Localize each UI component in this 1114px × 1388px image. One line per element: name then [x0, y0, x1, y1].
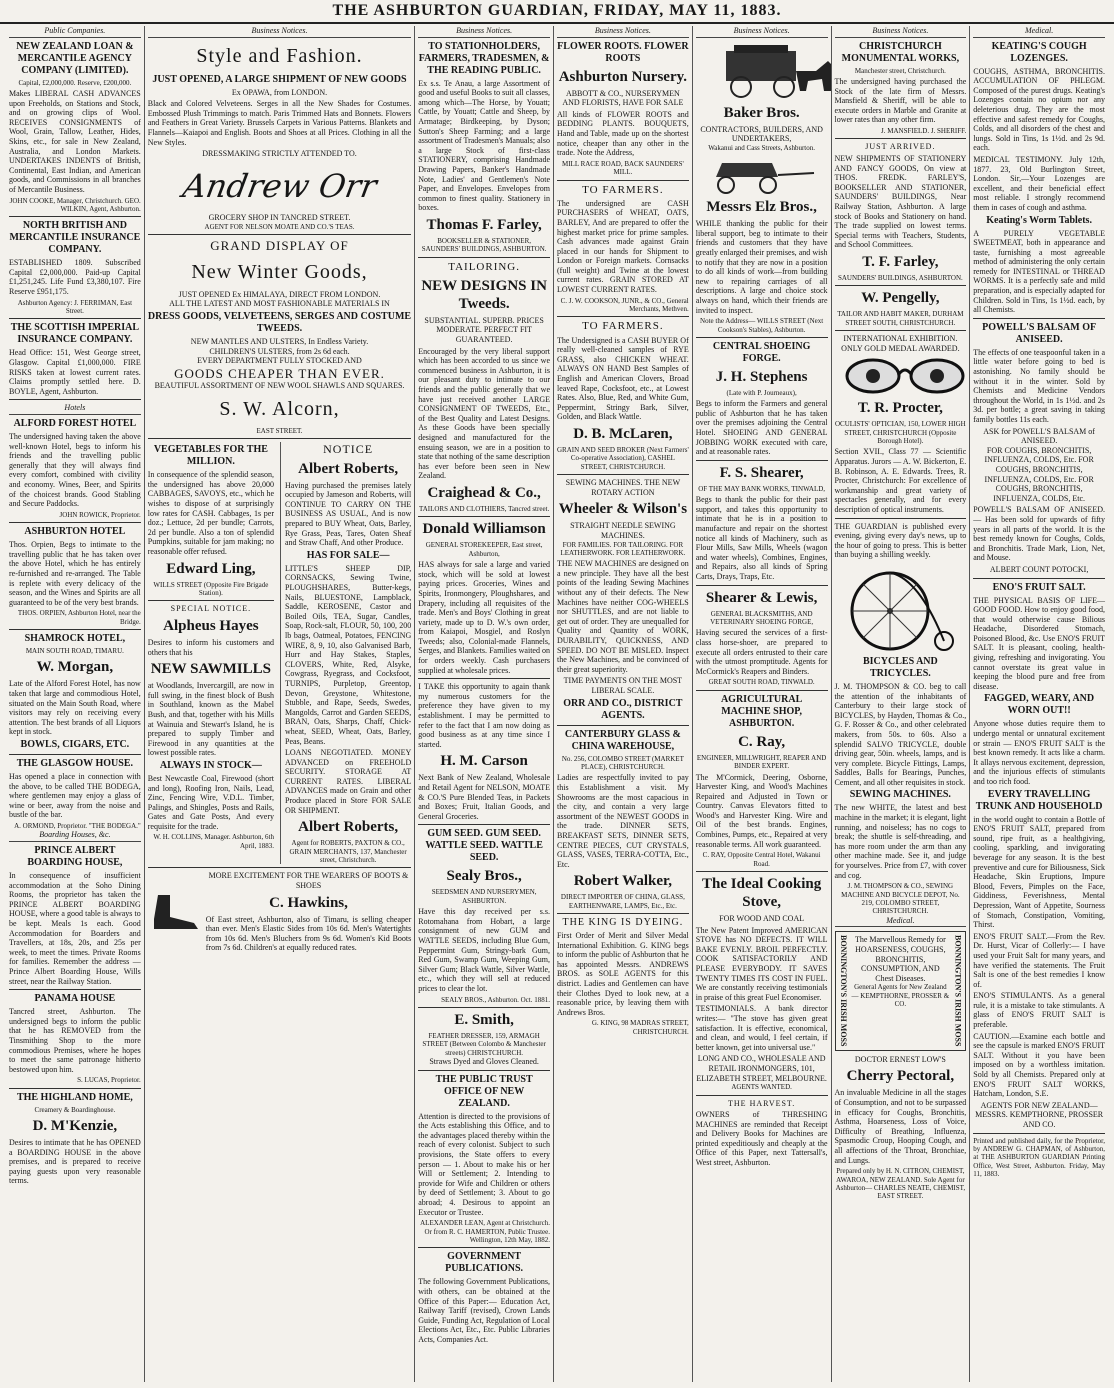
ad-body: In consequence of insufficient accommodation at the Soho Dining Rooms, the proprietor has taken the PRINCE ALBERT BOARDING HOUSE, where a good table is always to be kept. Meals 1s each. Good Accommodation for Boarders and Travellers, at 18s, 20s, and 25s per week, to meet the times. Private Rooms for families. Remember the address — Prince Albert Boarding House, Wills street, near the Railway Station. [9, 871, 141, 986]
ad-body: Desires to inform his customers and others that his [147, 637, 274, 657]
divider [418, 1247, 550, 1248]
ad-line: ASK for POWELL'S BALSAM of ANISEED. [983, 426, 1095, 446]
ad-signature: Ashburton Agency: J. FERRIMAN, East Street. [17, 298, 133, 316]
divider [418, 516, 550, 517]
ad-subtitle: GENERAL STOREKEEPER, East street, Ashburton, [425, 541, 543, 558]
carriage-icon [702, 155, 822, 195]
divider [557, 316, 689, 317]
ad-line: GREAT SOUTH ROAD, TINWALD. [708, 678, 815, 687]
ad-title: THE GLASGOW HOUSE. [16, 758, 133, 770]
ad-title: CHRISTCHURCH MONUMENTAL WORKS, [841, 40, 960, 64]
ad-subtitle: GRAIN AND SEED BROKER (Next Farmers' Co-operative Association), CASHEL STREET, CHRISTCHURCH. [557, 445, 689, 471]
ad-body: POWELL'S BALSAM OF ANISEED. — Has been sold for upwards of fifty years in all parts of the world. It is the best remedy known for Coughs, Colds, and Bronchitis. Trade Mark, Lion, Net, and Mouse. [973, 505, 1105, 563]
column-heading: Public Companies. [9, 26, 141, 38]
ad-subtitle: SEEDSMEN AND NURSERYMEN, ASHBURTON. [431, 888, 537, 905]
ad-body: Section XVII., Class 77 — Scientific Apparatus. Jurors — A. W. Bickerton, E. B. Robinson, A. E. Edwards. Trees, R. Procter, Christchurch: For excellence of workmanship and great variety of spectacles generally, and for every description of optical instruments. [834, 447, 967, 514]
divider [696, 690, 828, 691]
ad-body: An invaluable Medicine in all the stages of Consumption, and not to be surpassed in efficacy for Coughs, Bronchitis, Asthma, Hoarseness, Loss of Voice, Difficulty of Breathing, Influenza, Spasmodic Croup, Hooping Cough, and all affections of the Throat, Bronchiae, and Lungs. [834, 1088, 967, 1165]
ad-body: MEDICAL TESTIMONY. July 12th, 1877. 23, Old Burlington Street, London. Sir,—Your Lozenges are excellent, and their beneficial effect most reliable. I strongly recommend them in cases of cough and asthma. [973, 154, 1105, 212]
ad-title: EVERY TRAVELLING TRUNK AND HOUSEHOLD [975, 788, 1103, 812]
vertical-label: BONNINGTON'S IRISH MOSS [839, 935, 849, 1047]
ad-signature: SEALY BROS., Ashburton. Oct. 1881. [441, 995, 550, 1004]
ad-name: J. H. Stephens [715, 368, 808, 385]
ad-name: Cherry Pectoral, [846, 1068, 955, 1085]
ad-subtitle: TAILOR AND HABIT MAKER, DURHAM STREET SOUTH, CHRISTCHURCH. [837, 310, 964, 327]
ad-name: F. S. Shearer, [719, 464, 804, 481]
ad-title: CANTERBURY GLASS & CHINA WAREHOUSE, [564, 728, 681, 752]
ad-body: Makes LIBERAL CASH ADVANCES upon Freeholds, on Stations and Stock, and on growing clips of Wool. RECEIVES CONSIGNMENTS of Wool, Grain, Tallow, Leather, Hides, Skins, etc., for sale in New Zealand, Australia, and London Markets. UNDERTAKES INDENTS of British, Continental, East Indian, and American goods, and Commissions in all branches of Mercantile Business. [9, 88, 141, 194]
ad-subtitle: DIRECT IMPORTER OF CHINA, GLASS, EARTHENWARE, LAMPS, Etc., Etc. [560, 893, 685, 910]
divider [696, 337, 828, 338]
ad-line: NEW MANTLES AND ULSTERS, In Endless Variety. [190, 336, 369, 346]
ad-name: The Ideal Cooking Stove, [702, 876, 822, 911]
ad-line: DRESSMAKING STRICTLY ATTENDED TO. [202, 149, 357, 159]
ad-body: Late of the Alford Forest Hotel, has now taken that large and commodious Hotel, situated on the Main South Road, where visitors may rely on receiving every attention. The best brands of all Liquors kept in stock. [9, 679, 141, 737]
columns [6, 26, 1108, 1382]
ad-title: Keating's Worm Tablets. [986, 214, 1092, 226]
ad-body: Begs to thank the public for their past support, and takes this opportunity to intimate that he is in a position to manufacture and repair on the shortest notice all kinds of Machinery, such as Flour Mills, Saw Mills, Wheels (wagon and water wheels), Combines, Engines, and Repairs, also all kinds of Spring Carts, Drays, Traps, Etc. [695, 495, 828, 581]
ad-title: ASHBURTON HOTEL [24, 526, 126, 538]
ad-line: ALL THE LATEST AND MOST FASHIONABLE MATERIALS IN [169, 299, 390, 309]
ad-name: Robert Walker, [573, 873, 673, 890]
divider [9, 318, 141, 319]
masthead: THE ASHBURTON GUARDIAN, FRIDAY, MAY 11, 1883. [0, 0, 1114, 24]
ad-signature: C. J. W. COOKSON, JUNR., & CO., General Merchants, Methven. [560, 296, 689, 314]
ad-line: AGENTS WANTED. [731, 1083, 792, 1092]
ad-subtitle: No. 256, COLOMBO STREET (MARKET PLACE), CHRISTCHURCH. [561, 754, 684, 771]
ad-body: Has opened a place in connection with the above, to be called THE BODEGA, where gentlemen may enjoy a glass of wine or beer, away from the noise and bustle of the bar. [9, 772, 141, 820]
vertical-label: BONNINGTON'S IRISH MOSS [953, 935, 963, 1047]
ad-body: LOANS NEGOTIATED. MONEY ADVANCED on FREEHOLD SECURITY. STORAGE AT CURRENT RATES. LIBERAL ADVANCES made on Grain and other Produce placed in Store FOR SALE OR SHIPMENT. [285, 748, 412, 815]
ad-name: Sealy Bros., [446, 868, 522, 885]
ad-body: The undersigned are CASH PURCHASERS of WHEAT, OATS, BARLEY, And are prepared to offer the highest market price for prime samples. Cash advances made against Grain placed in our hands for Shipment to London or Foreign markets. Cornsacks (full weight) and Twine at the lowest current rates. GRAIN STORED AT LOWEST CURRENT RATES. [557, 198, 689, 295]
ad-name: Thomas F. Farley, [426, 216, 542, 233]
ad-body: NEW SHIPMENTS OF STATIONERY AND FANCY GOODS, On view at THOS. FREDK. FARLEY'S, BOOKSELLER AND STATIONER, SAUNDERS' BUILDINGS, Near Railway Station, Ashburton. A large stock of Books and Stationery on hand. The trade supplied on lowest terms. Special terms with Teachers, Students, and School Committees. [834, 153, 967, 250]
ad-title: POWELL'S BALSAM OF ANISEED. [982, 321, 1097, 345]
ad-title: THE HARVEST. [728, 1098, 796, 1108]
ad-name: W. Pengelly, [861, 290, 940, 307]
ad-body: First Order of Merit and Silver Medal International Exhibition. G. KING begs to inform the public of Ashburton that he has appointed Messrs. ANDREWS BROS. as SOLE AGENTS for this district. Ladies and Gentlemen can have their Clothes Dyed to look new, at a reasonable price, by leaving them with Andrews Bros. [557, 931, 689, 1017]
ad-body: Desires to intimate that he has OPENED a BOARDING HOUSE in the above premises, and is prepared to receive paying guests upon very reasonable terms. [9, 1138, 141, 1186]
ad-subtitle: Creamery & Boardinghouse. [34, 1105, 116, 1114]
column-heading: Medical. [973, 26, 1105, 38]
ad-line: BEAUTIFUL ASSORTMENT OF NEW WOOL SHAWLS AND SQUARES. [154, 381, 405, 391]
divider [418, 1007, 550, 1008]
ad-signature: Note the Address— WILLS STREET (Next Cookson's Stables), Ashburton. [700, 317, 824, 334]
ad-title: GOODS CHEAPER THAN EVER. [174, 365, 385, 381]
ad-title: HAS FOR SALE— [306, 549, 390, 561]
ad-line: DRESS GOODS, VELVETEENS, SERGES AND COSTUME TWEEDS. [147, 310, 412, 334]
column-business-notices-6 [832, 26, 971, 1382]
ad-body: All kinds of FLOWER ROOTS and BEDDING PLANTS. BOUQUETS, Hand and Table, made up on the shortest notice, cheaper than any other in the trade. Note the Address, [557, 109, 689, 158]
section-heading: Boarding Houses, &c. [9, 830, 141, 842]
divider [9, 216, 141, 217]
ad-body: LITTLE'S SHEEP DIP, CORNSACKS, Sewing Twine, PLOUGHSHARES, Butter-kegs, Nails, BLUESTONE, Lampblack, Saddle, KEROSENE, Castor and Boiled Oils, TEA, Sugar, Candles, Soap, Rock-salt, FLOUR, 50, 100, 200 lb bags, Oatmeal, Potatoes, FENCING WIRE, 8, 9, 10, also Galvanised Barb, Hurr and Hay Stakes, Staples, CLOVERS, White, Red, Alsyke, Cowgrass, Ryegrass, and Cocksfoot, TURNIPS, Purpletop, Greentop, Devon, Greystone, Whitestone, Stubble, and Rape, Seeds, Swedes, Mangolds, Carrot and Garden SEEDS, BRAN, Oats, Sharps, Chaff, Chick-wheat, SEED, Wheat, Oats, Barley, Peas, Beans. [285, 563, 412, 746]
divider [973, 318, 1105, 319]
ad-title: FLOWER ROOTS. FLOWER ROOTS [557, 40, 689, 64]
ad-body: Of East street, Ashburton, also of Timaru, is selling cheaper than ever. Men's Elastic Sides from 10s 6d. Men's Watertights from 10s 6d. Men's Bluchers from 9s 6d. Women's Kid Boots from 7s 6d. Children's at equally reduced rates. [205, 914, 412, 953]
divider [418, 1070, 550, 1071]
ad-title: GUM SEED. GUM SEED. WATTLE SEED. WATTLE SEED. [425, 828, 543, 864]
ad-subtitle: STRAIGHT NEEDLE SEWING MACHINES. [570, 521, 676, 540]
ad-line: INTERNATIONAL EXHIBITION. ONLY GOLD MEDAL AWARDED. [841, 334, 960, 353]
bonnington-ad [835, 931, 967, 1050]
left-subcolumn [148, 442, 274, 864]
ad-subtitle: ENGINEER, MILLWRIGHT, REAPER AND BINDER EXPERT. [696, 753, 827, 771]
ad-name: D. M'Kenzie, [32, 1118, 118, 1135]
ad-signature: LONG AND CO., WHOLESALE AND RETAIL IRONMONGERS, 101, ELIZABETH STREET, MELBOURNE. [696, 1054, 827, 1083]
divider [696, 871, 828, 872]
ad-subtitle: Ex OPAWA, from LONDON. [231, 87, 328, 97]
divider [9, 989, 141, 990]
ad-body: ENO'S FRUIT SALT.—From the Rev. Dr. Hurst, Vicar of Collerly:— I have used your Fruit Salt for many years, and have verified the statements. The Fruit Salt is one of the best remedies I know of. [973, 931, 1105, 989]
split-section [148, 442, 412, 864]
ad-name: Wheeler & Wilson's [558, 501, 688, 518]
divider [148, 438, 412, 439]
ad-name: C. Ray, [738, 733, 786, 750]
ad-title: SPECIAL NOTICE. [170, 604, 252, 614]
ad-body: The New Patent Improved AMERICAN STOVE has NO DEFECTS. IT WILL BAKE EVENLY. BROIL PERFECTLY. COOK SATISFACTORILY AND PLEASE EVERYBODY. IT SAVES TWENTY TIMES ITS COST IN FUEL. We are constantly receiving testimonials in praise of this great Fuel Economiser. [695, 925, 828, 1002]
ad-line: ALBERT COUNT POTOCKI, [989, 564, 1089, 574]
ad-title: TO STATIONHOLDERS, FARMERS, TRADESMEN, & THE READING PUBLIC. [418, 40, 550, 76]
ad-line: Straws Dyed and Gloves Cleaned. [429, 1057, 539, 1067]
ad-title: THE PUBLIC TRUST OFFICE OF NEW ZEALAND. [435, 1073, 533, 1109]
divider [835, 138, 967, 139]
ad-line: SUBSTANTIAL. SUPERB. PRICES MODERATE. PERFECT FIT GUARANTEED. [424, 315, 544, 345]
ad-signature: AGENTS FOR NEW ZEALAND— MESSRS. KEMPTHORNE, PROSSER AND CO. [975, 1100, 1104, 1129]
ad-subtitle: MAIN SOUTH ROAD, TIMARU. [25, 647, 124, 656]
hearse-illustration-icon [696, 41, 832, 101]
ad-signature: General Agents for New Zealand— KEMPTHORNE, PROSSER & CO. [851, 983, 950, 1009]
ad-body: The new WHITE, the latest and best machine in the market; it is elegant, light running, and noiseless; has no cogs to break; the shuttle is self-threading, and has more room under the arm than any other machine made. See it, and judge for yourselves. Price from £7, with cover and cog. [834, 803, 967, 880]
ad-signature: G. KING, 98 MADRAS STREET, CHRISTCHURCH. [591, 1019, 689, 1036]
ad-name: Albert Roberts, [298, 819, 399, 836]
ad-name: Baker Bros. [723, 104, 800, 121]
ad-name: Alpheus Hayes [163, 617, 259, 634]
ad-subtitle: FOR WOOD AND COAL [719, 914, 805, 924]
divider [557, 180, 689, 181]
ad-subtitle: SAUNDERS' BUILDINGS, ASHBURTON. [837, 273, 963, 282]
ad-signature: C. RAY, Opposite Central Hotel, Wakanui Road. [702, 851, 821, 868]
column-heading: Business Notices. [696, 26, 828, 38]
ad-title: ALFORD FOREST HOTEL [13, 418, 137, 430]
ad-body: THE PHYSICAL BASIS OF LIFE—GOOD FOOD. How to enjoy good food, that would otherwise cause Bilious Headache, Disordered Stomach, Poisoned Blood, &c. Use ENO'S FRUIT SALT. It is pleasant, cooling, health-giving, refreshing and invigorating. You cannot overstate its great value in keeping the blood pure and free from disease. [973, 595, 1105, 691]
right-subcolumn [280, 442, 411, 864]
hawkins-text [206, 871, 412, 955]
divider [418, 678, 550, 679]
ad-body: Black and Colored Velveteens. Serges in all the New Shades for Costumes. Embossed Plush Trimmings to match. Paris Trimmed Hats and Bonnets. Flowers and Feathers in Great Variety. Brussels Carpets in Various Patterns. Blankets and Flannels—Kaiapoi and English. Boots and Shoes at all Prices. Clothing in all the New Styles. [147, 99, 412, 147]
divider [557, 725, 689, 726]
ad-subtitle: Capital, £2,000,000. Reserve, £200,000. [18, 78, 132, 87]
penny-farthing-icon [840, 563, 960, 653]
ad-title: TO FARMERS. [582, 183, 664, 196]
ad-signature: THOS. ORPIEN, Ashburton Hotel, near the Bridge. [17, 609, 141, 626]
ad-subtitle: JUST OPENED, A LARGE SHIPMENT OF NEW GOODS [152, 73, 407, 85]
ad-name: Messrs Elz Bros., [706, 199, 817, 216]
spectacles-icon [835, 356, 971, 396]
ad-body: WHILE thanking the public for their liberal support, beg to intimate to their friends and customers that they have greatly enlarged their premises, and wish to notify that they are now in a position to do all kinds of work—from building new to repairing carriages of all descriptions. A large and choice stock always on hand, which their friends are invited to inspect. [695, 219, 828, 315]
ad-subtitle: MORE EXCITEMENT FOR THE WEARERS OF BOOTS & SHOES [208, 871, 409, 891]
ad-body: TESTIMONIALS. A bank director writes:— "The stove has given great satisfaction. It is effective, economical, and clean, and would, I feel certain, if better known, get into universal use." [695, 1004, 828, 1052]
divider [696, 460, 828, 461]
divider [835, 330, 967, 331]
ad-body: HAS always for sale a large and varied stock, which will be sold at lowest paying prices. Groceries, Wines and Spirits, Ironmongery, Ploughshares, and Drapery, including all requisites of the trade. Men's and Boys' Clothing in great variety, made up to D. W.'s own order, from Kaiapoi, Mosgiel, and Roslyn Tweeds; also, Colonial-made Flannels, Serges, and Blankets. Families waited on for orders weekly. Cash purchasers supplied at wholesale prices. [418, 560, 550, 675]
divider [418, 257, 550, 258]
divider [835, 285, 967, 286]
ad-title: AGRICULTURAL MACHINE SHOP, ASHBURTON. [720, 693, 803, 729]
ad-name: Donald Williamson [422, 521, 546, 538]
ad-title: CENTRAL SHOEING FORGE. [712, 340, 811, 364]
ad-body: The Marvellous Remedy for HOARSENESS, COUGHS, BRONCHITIS, CONSUMPTION, AND Chest Diseases. [854, 935, 946, 983]
ad-line: CHILDREN'S ULSTERS, from 2s 6d each. [209, 346, 350, 356]
ad-line: FOR COUGHS, BRONCHITIS, INFLUENZA, COLDS, Etc. FOR COUGHS, BRONCHITIS, INFLUENZA, COLDS, Etc. FOR COUGHS, BRONCHITIS, INFLUENZA, COLDS, Etc. [984, 445, 1094, 503]
ad-signature: A. ORMOND, Proprietor. "THE BODEGA." [14, 822, 141, 831]
ad-subtitle: ABBOTT & CO., NURSERYMEN AND FLORISTS, HAVE FOR SALE [562, 88, 684, 108]
divider [9, 754, 141, 755]
ad-line: FOR FAMILIES. FOR TAILORING. FOR LEATHERWORK. FOR LEATHERWORK. [560, 540, 686, 557]
ad-subtitle: TAILORS AND CLOTHIERS, Tancred street. [419, 504, 550, 513]
ad-title: New Winter Goods, [191, 260, 368, 283]
ad-body: THE NEW MACHINES are designed on a new principle. They have all the best points of the leading Sewing Machines without any of their defects. The New Machines have neither COG-WHEELS nor SHUTTLES, and are not liable to get out of order. They are unequalled for Quality and Quantity of WORK, DURABILITY, QUICKNESS, AND SPEED. DO NOT BE MISLED. Inspect the New Machines, and be convinced of their great superiority. [557, 559, 689, 674]
ad-title: NEW ZEALAND LOAN & MERCANTILE AGENCY COMPANY (LIMITED). [16, 40, 134, 76]
printer-imprint: Printed and published daily, for the Proprietor, by ANDREW G. CHAPMAN, of Ashburton, at THE ASHBURTON GUARDIAN Printing Office, West Street, Ashburton. Friday, May 11, 1883. [973, 1136, 1105, 1179]
ad-body: ESTABLISHED 1809. Subscribed Capital £2,000,000. Paid-up Capital £1,251,245. Life Fund £3,380,107. Fire Reserve £951,175. [9, 258, 141, 297]
divider [835, 518, 967, 519]
ad-subtitle: Manchester street, Christchurch. [854, 66, 946, 75]
ad-body: Ladies are respectfully invited to pay this Establishment a visit. My Showrooms are the most capacious in the city, and contain a very large assortment of the NEWEST GOODS in the trade. DINNER SETS, BREAKFAST SETS, DINNER SETS, CENTRE PIECES, CUT CRYSTALS, GLASS, VASES, TERRA-COTTA, Etc., Etc. [557, 773, 689, 869]
column-business-notices-4 [554, 26, 693, 1382]
column-business-notices-3 [415, 26, 554, 1382]
ad-name: E. Smith, [454, 1011, 514, 1028]
section-heading: Hotels [9, 403, 141, 415]
divider [148, 867, 412, 868]
ad-title: NORTH BRITISH AND MERCANTILE INSURANCE COMPANY. [9, 220, 141, 256]
ad-body: Best Newcastle Coal, Firewood (short and long), Roofing Iron, Nails, Lead, Zinc, Fencing Wire, V.D.L. Timber, Palings, and Shingles, Posts and Rails, Gates and Gate Posts, And every requisite for the trade. [147, 773, 274, 831]
ad-subtitle: DOCTOR ERNEST LOW'S [854, 1054, 946, 1064]
ad-body: The undersigned having purchased the Stock of the late firm of Messrs. Mansfield & Sheriff, will be able to execute orders in Marble and Granite at lower rates than any other firm. [834, 76, 967, 125]
ad-signature: JOHN COOKE, Manager, Christchurch. GEO. WILKIN, Agent, Ashburton. [9, 196, 141, 213]
ad-body: In consequence of the splendid season, the undersigned has above 20,000 CABBAGES, SAVOYS, etc., which he wishes to dispose of at surprisingly low rates for CASH. Cabbages, 1s per doz.; Lettuce, 2d per bundle; Carrots, 2d per bundle. Also a ton of splendid Pumpkins, suitable for jam making; no reasonable offer refused. [147, 470, 274, 557]
ad-subtitle: CONTRACTORS, BUILDERS, AND UNDERTAKERS, [700, 124, 823, 144]
ad-title: ALWAYS IN STOCK— [159, 759, 262, 771]
ad-title: PRINCE ALBERT BOARDING HOUSE, [27, 845, 123, 868]
ad-body: OWNERS of THRESHING MACHINES are reminded that Receipt and Delivery Books for Machines are printed expeditiously and cheaply at the Office of this Paper, next Tattersall's, West street, Ashburton. [695, 1110, 828, 1168]
column-heading: Business Notices. [148, 26, 412, 38]
ad-body: CAUTION.—Examine each bottle and see the capsule is marked ENO'S FRUIT SALT. Without it you have been imposed on by a worthless imitation. Sold by all Chemists. Prepared only at ENO'S FRUIT SALT WORKS, Hatcham, London, S.E. [973, 1031, 1105, 1099]
ad-title: NEW DESIGNS IN Tweeds. [421, 277, 547, 312]
ad-title: SHAMROCK HOTEL, [24, 633, 126, 645]
signature-logo: Andrew Orr [179, 166, 380, 205]
boot-icon [148, 893, 202, 933]
ad-title: THE KING IS DYEING. [562, 917, 684, 929]
ad-title: BICYCLES AND TRICYCLES. [863, 655, 938, 679]
ad-subtitle: Agent for ROBERTS, PAXTON & CO., GRAIN MERCHANTS, 137, Manchester street, Christchurch. [289, 839, 407, 865]
ad-title: NEW SAWMILLS [150, 661, 271, 678]
ad-name: W. Morgan, [36, 659, 114, 676]
ad-signature: Prepared only by H. N. CITRON, CHEMIST, AWAROA, NEW ZEALAND. Sole Agent for Ashburton— CHARLES NEATE, CHEMIST, EAST STREET. [835, 1167, 966, 1201]
ad-body: THE GUARDIAN is published every evening, giving every day's news, up to the hour of going to press. This is better than buying a shilling weekly. [834, 521, 967, 560]
ad-subtitle: JUST OPENED Ex HIMALAYA, DIRECT FROM LONDON. [178, 289, 381, 299]
ad-body: Anyone whose duties require them to undergo mental or unnatural excitement or strain — ENO'S FRUIT SALT is the best known remedy. It acts like a charm. It allays nervous excitement, depression, and the injurious effects of stimulants and too rich food. [973, 719, 1105, 786]
ad-body: The following Government Publications, with others, can be obtained at the Office of this Paper:— Education Act, Railway Tariff (revised), Crown Lands Guide, Funding Act, Regulation of Local Elections Act, Etc., Etc. Public Libraries Acts, Companies Act. [418, 1277, 550, 1344]
ad-title: FAGGED, WEARY, AND WORN OUT!! [984, 693, 1095, 717]
ad-title: NOTICE [323, 442, 374, 457]
ad-name: T. R. Procter, [857, 400, 943, 417]
divider [9, 629, 141, 630]
ad-subtitle: EAST STREET. [256, 426, 303, 435]
section-heading: Medical. [835, 916, 967, 928]
ad-body: The M'Cormick, Deering, Osborne, Harvester King, and Wood's Machines Repaired and Adjusted in Town or Country. Canvas Elevators fitted to Wood's and Harvester King. Wire and Oil of the best brands. Engines, Combines, Pumps, etc., Repaired at very reasonable terms. All work guaranteed. [695, 772, 828, 849]
ad-title: TO FARMERS. [582, 320, 664, 333]
ad-name: D. B. McLaren, [573, 425, 673, 442]
divider [557, 913, 689, 914]
ad-title: THE SCOTTISH IMPERIAL INSURANCE COMPANY. [10, 322, 140, 346]
ad-body: Tancred street, Ashburton. The undersigned begs to inform the public that he has REMOVED from the Tinsmithing Shop to the more commodious Premises, where he hopes to meet the same patronage hitherto bestowed upon him. [9, 1007, 141, 1074]
ad-subtitle: BOOKSELLER & STATIONER, SAUNDERS' BUILDINGS, ASHBURTON. [421, 236, 547, 254]
ad-body: Attention is directed to the provisions of the Acts establishing this Office, and to the advantages placed thereby within the reach of every colonist. Subject to such provisions, the State offers to every person — 1. About to make his or her Will or Settlement; 2. Intending to provide for Wife and Children or others by deed of Settlement; 3. About to go abroad; 4. Desirous to appoint an Executor or Trustee. [418, 1111, 550, 1217]
ad-signature: S. LUCAS, Proprietor. [77, 1076, 141, 1085]
ad-name: Craighead & Co., [427, 484, 541, 501]
ad-body: Ex s.s. Te Anau, a large Assortment of good and useful Books to suit all classes, among which—The Horse, by Youatt; Cattle, by Youatt; Cattle and Sheep, by Armatage; Birdkeeping, by Dyson; Sutton's Sheep Farming; and a large assortment of Tradesmen's Manuals; also a large Stock of first-class STATIONERY, comprising Handmade Drawing Papers, Banker's Handmade Note, Ladies' and Gentlemen's Note Paper, and Envelopes. Envelopes from common to finest quality. Stationery in boxes. [418, 78, 550, 213]
ad-title: KEATING'S COUGH LOZENGES. [991, 40, 1087, 64]
ad-signature: ALEXANDER LEAN, Agent at Christchurch. Or from R. C. HAMERTON, Public Trustee. Wellington, 12th May, 1882. [420, 1219, 550, 1244]
ad-subtitle: FEATHER DRESSER, 159, ARMAGH STREET (Between Colombo & Manchester streets) CHRISTCHURCH. [422, 1031, 546, 1057]
column-heading: Business Notices. [557, 26, 689, 38]
ad-line: GROCERY SHOP IN TANCRED STREET. [208, 213, 351, 223]
ad-subtitle: WILLS STREET (Opposite Fire Brigade Station). [153, 580, 269, 597]
ad-subtitle: OF THE MAY BANK WORKS, TINWALD, [698, 484, 826, 493]
divider [557, 474, 689, 475]
ad-body: Head Office: 151, West George street, Glasgow. Capital £1,000,000. FIRE RISKS taken at lowest current rates. Claims promptly settled here. D. BOYLE, Agent, Ashburton. [9, 348, 141, 396]
divider [148, 234, 412, 235]
ad-line: EVERY DEPARTMENT FULLY STOCKED AND [197, 356, 362, 366]
ad-body: in the world ought to contain a Bottle of ENO'S FRUIT SALT, prepared from sound, ripe fruit, as a healthgiving, cooling, sparkling, and invigorating beverage for any season. It is the best preventive and cure for Biliousness, Sick Headache, Skin Eruptions, Impure Blood, Fevers, Pimples on the Face, Giddiness, Feverishness, Mental Depression, Want of Appetite, Sourness of Stomach, Constipation, Vomiting, Thirst. [973, 814, 1105, 930]
column-business-notices-5 [693, 26, 832, 1382]
ad-body: I TAKE this opportunity to again thank my numerous customers for the preference they have given to my establishment. I may be permitted to refer to the fact that I am now doing as good business as at any time since I started. [418, 682, 550, 749]
ad-title: GRAND DISPLAY OF [210, 238, 349, 254]
ad-body: Have this day received per s.s. Rotomahana from Hobart, a large consignment of new GUM and WATTLE SEEDS, including Blue Gum, Peppermint Gum, Stringy-bark Gum, Red Gum, Swamp Gum, Weeping Gum, Silver Gum; Black Wattle, Silver Wattle, etc., which they will sell at reduced prices to clear the lot. [418, 907, 550, 993]
divider [696, 1095, 828, 1096]
ad-name: Albert Roberts, [298, 460, 399, 477]
ad-title: BOWLS, CIGARS, ETC. [20, 739, 130, 751]
ad-title: SEWING MACHINES. [849, 789, 951, 801]
ad-body: COUGHS, ASTHMA, BRONCHITIS. ACCUMULATION OF PHLEGM. Composed of the purest drugs. Keating's Lozenges contain no opium nor any deleterious drug. They are the most effective and safest remedy for Coughs, Colds, and all disorders of the chest and lungs. Sold in Tins, 1s 1½d. and 2s 9d. each. [973, 66, 1105, 153]
ad-line: TIME PAYMENTS ON THE MOST LIBERAL SCALE. [563, 676, 683, 696]
ad-name: T. F. Farley, [862, 253, 939, 270]
ad-title: PANAMA HOUSE [34, 993, 116, 1005]
ad-title: GOVERNMENT PUBLICATIONS. [445, 1251, 524, 1275]
ad-subtitle: OCULISTS' OPTICIAN, 150, LOWER HIGH STREET, CHRISTCHURCH (Opposite Borough Hotel). [834, 420, 966, 446]
ad-body: The undersigned having taken the above well-known Hotel, begs to inform his friends and the travelling public generally that they will always find every comfort, combined with civility and economy. Wines, Beer, and Spirits of the choicest brands. Good Stabling and Secure Paddocks. [9, 432, 141, 509]
column-heading: Business Notices. [418, 26, 550, 38]
ad-body: at Woodlands, Invercargill, are now in full swing, in the finest block of Bush in Southland, known as the Mabel Bush, and that, together with his Mills at Wainuia and Stewart's Island, he is prepared to supply Timber and Firewood in any quantities at the lowest possible rates. [147, 681, 274, 758]
divider [9, 399, 141, 400]
ad-body: Having secured the services of a first-class horse-shoer, are prepared to execute all orders entrusted to their care with the utmost promptitude. Agents for McCormick's Reapers and Binders. [695, 628, 828, 676]
divider [9, 1088, 141, 1089]
divider [9, 522, 141, 523]
ad-body: Thos. Orpien, Begs to intimate to the travelling public that he has taken over the above Hotel, which he has entirely re-furnished and re-arranged. The Table is replete with every delicacy of the season, and the Wines and Spirits are all guaranteed to be of the very best brands. [9, 540, 141, 607]
ad-subtitle: (Late with P. Journeaux), [726, 388, 797, 397]
divider [696, 585, 828, 586]
ad-line: MILL RACE ROAD, BACK SAUNDERS' MILL. [561, 159, 684, 177]
ad-body: Next Bank of New Zealand, Wholesale and Retail Agent for NELSON, MOATE & CO.'S Pure Blended Teas, in Packets and Boxes; Fruit, Italian Goods, and General Groceries. [418, 773, 550, 821]
ad-signature: J. MANSFIELD. J. SHERIFF. [881, 126, 967, 135]
ad-body: Having purchased the premises lately occupied by Jameson and Roberts, will CONTINUE TO CARRY ON THE BUSINESS AS USUAL, And is now prepared to BUY Wheat, Oats, Barley, Rye Grass, Peas, Tares, Oaten Sheaf and Straw Chaff, And other Produce. [285, 480, 412, 548]
ad-name: Shearer & Lewis, [705, 589, 818, 606]
ad-body: ENO'S STIMULANTS. As a general rule, it is a mistake to take stimulants. A glass of ENO'S FRUIT SALT is preferable. [973, 991, 1105, 1030]
hawkins-ad [148, 871, 412, 955]
ad-line: AGENT FOR NELSON MOATE AND CO.'S TEAS. [204, 222, 355, 231]
ad-title: VEGETABLES FOR THE MILLION. [153, 444, 268, 468]
divider [973, 1133, 1105, 1134]
ad-name: H. M. Carson [440, 753, 528, 770]
ad-title: THE HIGHLAND HOME, [16, 1091, 133, 1103]
ad-signature: J. M. THOMPSON & CO., SEWING MACHINE AND BICYCLE DEPOT, No. 219, COLOMBO STREET, CHRISTCHURCH. [841, 882, 960, 916]
ad-body: The effects of one teaspoonful taken in a little water before going to bed is astonishing. No family should be without it in the winter. Sold by Chemists and Medicine Vendors throughout the World, in 1s 1½d. and 2s 3d. per bottle; a great saving in taking family bottles 11s each. [973, 347, 1105, 424]
ad-signature: JOHN ROWICK, Proprietor. [59, 510, 141, 519]
ad-title: ENO'S FRUIT SALT. [992, 581, 1086, 593]
ad-body: The Undersigned is a CASH BUYER Of really well-cleaned samples of RYE GRASS, also CHICKEN WHEAT. ALWAYS ON HAND Best Samples of English and American Clovers, Broad leaved Rape, Cocksfoot, etc., at Lowest Rates. Also, Blue, Red, and White Gum, Peppermint, Stringy Bark, Silver, Golden, and Black Wattle. [557, 335, 689, 422]
ad-body: Encouraged by the very liberal support which has been accorded to us since we commenced business in Ashburton, it is our pleasant duty to intimate to our friends and the public generally that we have just received another LARGE CONSIGNMENT OF TWEEDS, Etc., of the Best Quality and Latest Designs. As these Goods have been specially designed and manufactured for the ensuing season, we are in a position to state that nothing of the same description has ever before been seen in New Zealand. [418, 346, 550, 481]
ad-line: Wakanui and Cass Streets, Ashburton. [708, 143, 815, 152]
column-heading: Business Notices. [835, 26, 967, 38]
ad-title: Style and Fashion. [196, 44, 363, 67]
ad-body: A PURELY VEGETABLE SWEETMEAT, both in appearance and taste, furnishing a most agreeable method of administering the only certain remedy for INTESTINAL or THREAD WORMS. It is a perfectly safe and mild preparation, and is especially adapted for Children. Sold in Tins, 1s 1½d. each, by all Chemists. [973, 228, 1105, 315]
column-business-notices-wide [145, 26, 416, 1382]
ad-signature: ORR AND CO., DISTRICT AGENTS. [563, 697, 683, 721]
ad-name: Ashburton Nursery. [558, 68, 688, 85]
ad-title: TAILORING. [448, 260, 520, 273]
column-public-companies [6, 26, 145, 1382]
ad-body: J. M. THOMPSON & CO. beg to call the attention of the inhabitants of Canterbury to their large stock of BICYCLES, by Hayden, Thomas & Co., G. F. Rosser & Co., and other celebrated makers, from 50s. to 60s. Also a splendid SALVO TRICYCLE, double driving gear, 50in. wheels, lamps, and is very complete. Bicycle Fittings, Lamps, Saddles, Balls for Bearings, Punches, Cement, and all other requisites in stock. [834, 681, 967, 787]
bonnington-text [851, 935, 950, 1046]
ad-name: C. Hawkins, [269, 894, 348, 911]
ad-subtitle: GENERAL BLACKSMITHS, AND VETERINARY SHOEING FORGE, [710, 609, 814, 626]
column-medical [970, 26, 1108, 1382]
ad-title: JUST ARRIVED. [865, 142, 936, 152]
divider [418, 824, 550, 825]
ad-name: S. W. Alcorn, [219, 397, 340, 420]
ad-signature: W. H. COLLINS, Manager. Ashburton, 6th April, 1883. [153, 833, 274, 850]
ad-body: Begs to inform the Farmers and general public of Ashburton that he has taken over the premises adjoining the Central Hotel. SHOEING AND GENERAL JOBBING WORK executed with care, and at reasonable rates. [695, 399, 828, 457]
ad-subtitle: SEWING MACHINES. THE NEW ROTARY ACTION [565, 478, 681, 497]
divider [973, 578, 1105, 579]
divider [148, 600, 274, 601]
ad-name: Edward Ling, [166, 560, 256, 577]
